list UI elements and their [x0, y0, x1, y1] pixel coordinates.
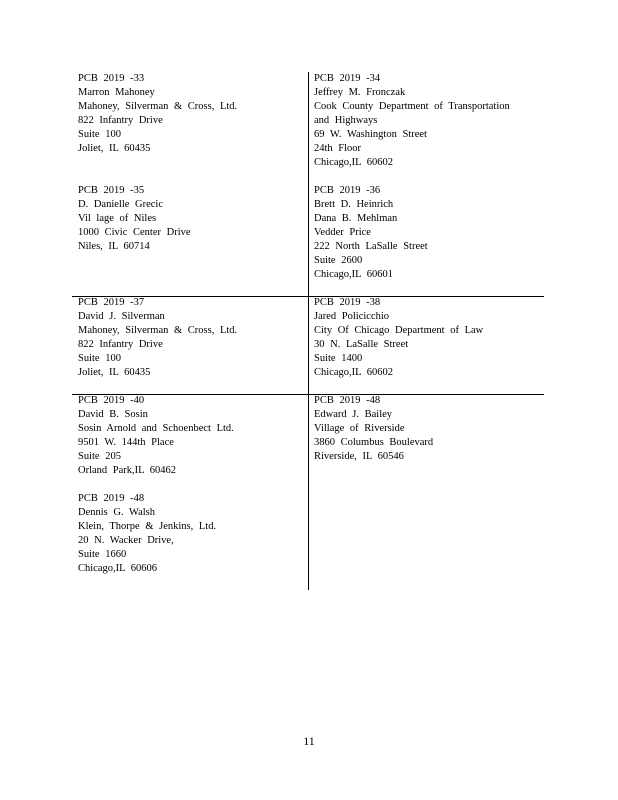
service-entry-pcb-2019-48-walsh	[78, 492, 306, 576]
contact-name: D. Danielle Grecic	[78, 199, 164, 210]
address-line: 24th Floor	[314, 143, 362, 154]
address-line: 30 N. LaSalle Street	[314, 339, 409, 350]
case-number: PCB 2019 -40	[78, 395, 145, 406]
contact-name: David J. Silverman	[78, 311, 165, 322]
contact-name: Marron Mahoney	[78, 87, 155, 98]
address-line: Orland Park,IL 60462	[78, 465, 177, 476]
address-line: Chicago,IL 60602	[314, 367, 394, 378]
address-line: 69 W. Washington Street	[314, 129, 427, 140]
address-line: Suite 205	[78, 451, 121, 462]
address-line: Joliet, IL 60435	[78, 367, 151, 378]
address-line: Chicago,IL 60606	[78, 563, 158, 574]
case-number: PCB 2019 -36	[314, 185, 381, 196]
address-line: Chicago,IL 60601	[314, 269, 394, 280]
organization: and Highways	[314, 115, 378, 126]
address-line: 822 Infantry Drive	[78, 115, 163, 126]
address-line: 1000 Civic Center Drive	[78, 227, 191, 238]
address-line: Suite 1660	[78, 549, 127, 560]
case-number: PCB 2019 -48	[314, 395, 381, 406]
organization: Vil lage of Niles	[78, 213, 157, 224]
organization: Mahoney, Silverman & Cross, Ltd.	[78, 101, 238, 112]
contact-name: Dennis G. Walsh	[78, 507, 155, 518]
address-line: 9501 W. 144th Place	[78, 437, 174, 448]
address-line: 822 Infantry Drive	[78, 339, 163, 350]
service-entry-pcb-2019-38	[314, 296, 542, 380]
case-number: PCB 2019 -35	[78, 185, 145, 196]
address-line: Suite 2600	[314, 255, 363, 266]
organization: Cook County Department of Transportation	[314, 101, 510, 112]
service-entry-pcb-2019-36	[314, 184, 542, 282]
contact-name: David B. Sosin	[78, 409, 148, 420]
address-line: Riverside, IL 60546	[314, 451, 404, 462]
case-number: PCB 2019 -38	[314, 297, 381, 308]
address-line: Joliet, IL 60435	[78, 143, 151, 154]
case-number: PCB 2019 -37	[78, 297, 145, 308]
service-entry-pcb-2019-48-riverside	[314, 394, 542, 464]
contact-name: Jared Policicchio	[314, 311, 390, 322]
case-number: PCB 2019 -33	[78, 73, 145, 84]
contact-name: Brett D. Heinrich	[314, 199, 394, 210]
case-number: PCB 2019 -48	[78, 493, 145, 504]
address-line: 20 N. Wacker Drive,	[78, 535, 174, 546]
organization: Vedder Price	[314, 227, 371, 238]
organization: Sosin Arnold and Schoenbect Ltd.	[78, 423, 234, 434]
organization: Village of Riverside	[314, 423, 405, 434]
service-entry-pcb-2019-34	[314, 72, 542, 170]
service-entry-pcb-2019-37	[78, 296, 306, 380]
organization: City Of Chicago Department of Law	[314, 325, 484, 336]
address-line: 3860 Columbus Boulevard	[314, 437, 434, 448]
service-entry-pcb-2019-40	[78, 394, 306, 478]
service-entry-pcb-2019-35	[78, 184, 306, 254]
address-line: 222 North LaSalle Street	[314, 241, 428, 252]
contact-name: Jeffrey M. Fronczak	[314, 87, 406, 98]
case-number: PCB 2019 -34	[314, 73, 381, 84]
contact-name: Dana B. Mehlman	[314, 213, 398, 224]
address-line: Suite 100	[78, 353, 121, 364]
service-entry-pcb-2019-33	[78, 72, 306, 156]
column-divider	[308, 72, 309, 590]
page-number: 11	[303, 734, 315, 748]
address-line: Suite 1400	[314, 353, 363, 364]
organization: Mahoney, Silverman & Cross, Ltd.	[78, 325, 238, 336]
contact-name: Edward J. Bailey	[314, 409, 393, 420]
organization: Klein, Thorpe & Jenkins, Ltd.	[78, 521, 217, 532]
address-line: Suite 100	[78, 129, 121, 140]
address-line: Niles, IL 60714	[78, 241, 150, 252]
address-line: Chicago,IL 60602	[314, 157, 394, 168]
